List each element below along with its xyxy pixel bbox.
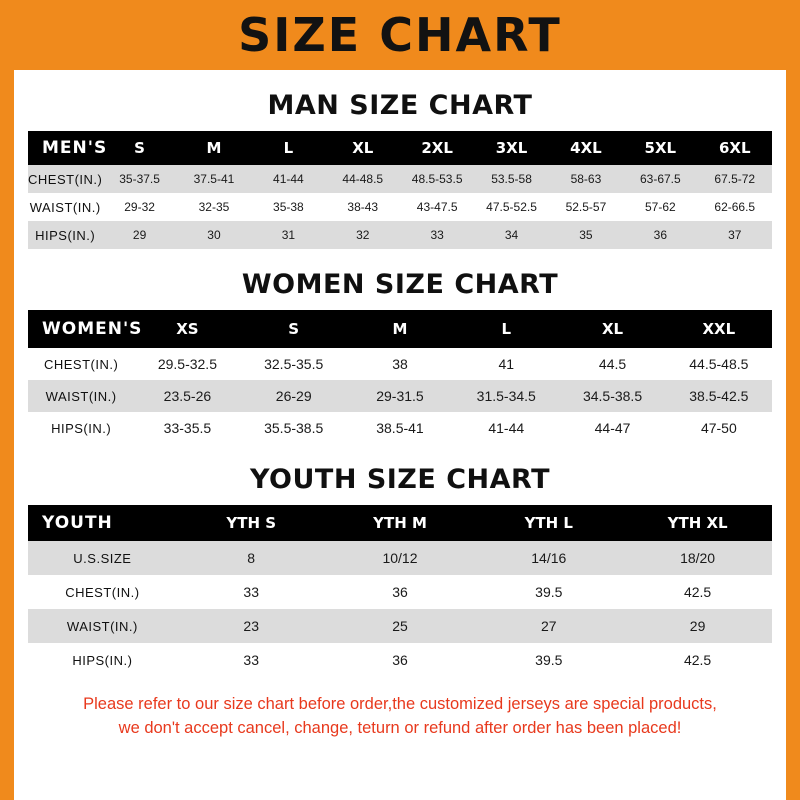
col-header-xxl: XXL [666,310,772,348]
table-row [28,575,772,609]
cell: 38.5-41 [347,412,453,444]
cell: 43-47.5 [400,193,474,221]
cell: 26-29 [241,380,347,412]
cell: 29-31.5 [347,380,453,412]
cell: 41 [453,348,559,380]
row-label-chest: CHEST(IN.) [28,165,102,193]
cell: 53.5-58 [474,165,548,193]
cell: 27 [474,609,623,643]
row-label-chest: CHEST(IN.) [28,348,134,380]
cell: 35.5-38.5 [241,412,347,444]
row-label-waist: WAIST(IN.) [28,380,134,412]
cell: 36 [623,221,697,249]
cell: 58-63 [549,165,623,193]
col-header-2xl: 2XL [400,131,474,165]
cell: 14/16 [474,541,623,575]
cell: 42.5 [623,643,772,677]
col-header-womens: WOMEN'S [28,310,134,348]
col-header-yth-l: YTH L [474,505,623,541]
cell: 44-47 [559,412,665,444]
table-row [28,541,772,575]
banner-title: SIZE CHART [238,8,562,62]
row-label-hips: HIPS(IN.) [28,412,134,444]
cell: 23 [177,609,326,643]
cell: 31 [251,221,325,249]
col-header-s: S [102,131,176,165]
man-size-table [28,131,772,249]
cell: 44.5-48.5 [666,348,772,380]
women-size-table [28,310,772,444]
table-row [28,412,772,444]
cell: 37 [698,221,772,249]
col-header-yth-xl: YTH XL [623,505,772,541]
cell: 36 [326,575,475,609]
col-header-s: S [241,310,347,348]
note-line-1: Please refer to our size chart before order,the customized jerseys are special products, [83,695,717,713]
cell: 30 [177,221,251,249]
cell: 32 [326,221,400,249]
cell: 33 [400,221,474,249]
col-header-youth: YOUTH [28,505,177,541]
table-row [28,348,772,380]
cell: 38-43 [326,193,400,221]
cell: 44-48.5 [326,165,400,193]
cell: 39.5 [474,575,623,609]
cell: 23.5-26 [134,380,240,412]
cell: 47-50 [666,412,772,444]
row-label-waist: WAIST(IN.) [28,193,102,221]
col-header-yth-s: YTH S [177,505,326,541]
cell: 47.5-52.5 [474,193,548,221]
cell: 62-66.5 [698,193,772,221]
cell: 32-35 [177,193,251,221]
table-row [28,221,772,249]
col-header-m: M [177,131,251,165]
cell: 25 [326,609,475,643]
cell: 29-32 [102,193,176,221]
cell: 37.5-41 [177,165,251,193]
row-label-waist: WAIST(IN.) [28,609,177,643]
col-header-4xl: 4XL [549,131,623,165]
cell: 31.5-34.5 [453,380,559,412]
col-header-5xl: 5XL [623,131,697,165]
cell: 10/12 [326,541,475,575]
cell: 48.5-53.5 [400,165,474,193]
col-header-mens: MEN'S [28,131,102,165]
table-row [28,165,772,193]
banner [14,0,786,70]
row-label-hips: HIPS(IN.) [28,643,177,677]
cell: 52.5-57 [549,193,623,221]
cell: 38.5-42.5 [666,380,772,412]
disclaimer-note [28,693,772,741]
col-header-m: M [347,310,453,348]
cell: 34 [474,221,548,249]
cell: 29 [102,221,176,249]
cell: 57-62 [623,193,697,221]
col-header-l: L [251,131,325,165]
cell: 41-44 [251,165,325,193]
man-section-title: MAN SIZE CHART [267,90,533,121]
cell: 35 [549,221,623,249]
cell: 44.5 [559,348,665,380]
table-header-row [28,131,772,165]
cell: 67.5-72 [698,165,772,193]
col-header-xs: XS [134,310,240,348]
cell: 32.5-35.5 [241,348,347,380]
cell: 36 [326,643,475,677]
row-label-us-size: U.S.SIZE [28,541,177,575]
note-line-2: we don't accept cancel, change, teturn or refund after order has been placed! [118,718,682,737]
col-header-l: L [453,310,559,348]
women-section-title: WOMEN SIZE CHART [241,269,559,300]
cell: 8 [177,541,326,575]
table-row [28,643,772,677]
cell: 39.5 [474,643,623,677]
cell: 33-35.5 [134,412,240,444]
table-row [28,193,772,221]
cell: 35-38 [251,193,325,221]
cell: 33 [177,575,326,609]
cell: 34.5-38.5 [559,380,665,412]
row-label-hips: HIPS(IN.) [28,221,102,249]
cell: 35-37.5 [102,165,176,193]
cell: 18/20 [623,541,772,575]
cell: 42.5 [623,575,772,609]
cell: 29 [623,609,772,643]
cell: 33 [177,643,326,677]
table-row [28,380,772,412]
youth-size-table [28,505,772,677]
cell: 38 [347,348,453,380]
table-header-row [28,505,772,541]
cell: 29.5-32.5 [134,348,240,380]
youth-section-title: YOUTH SIZE CHART [249,464,551,495]
cell: 41-44 [453,412,559,444]
cell: 63-67.5 [623,165,697,193]
table-header-row [28,310,772,348]
table-row [28,609,772,643]
col-header-6xl: 6XL [698,131,772,165]
col-header-3xl: 3XL [474,131,548,165]
col-header-xl: XL [559,310,665,348]
col-header-xl: XL [326,131,400,165]
col-header-yth-m: YTH M [326,505,475,541]
row-label-chest: CHEST(IN.) [28,575,177,609]
content [14,90,786,741]
